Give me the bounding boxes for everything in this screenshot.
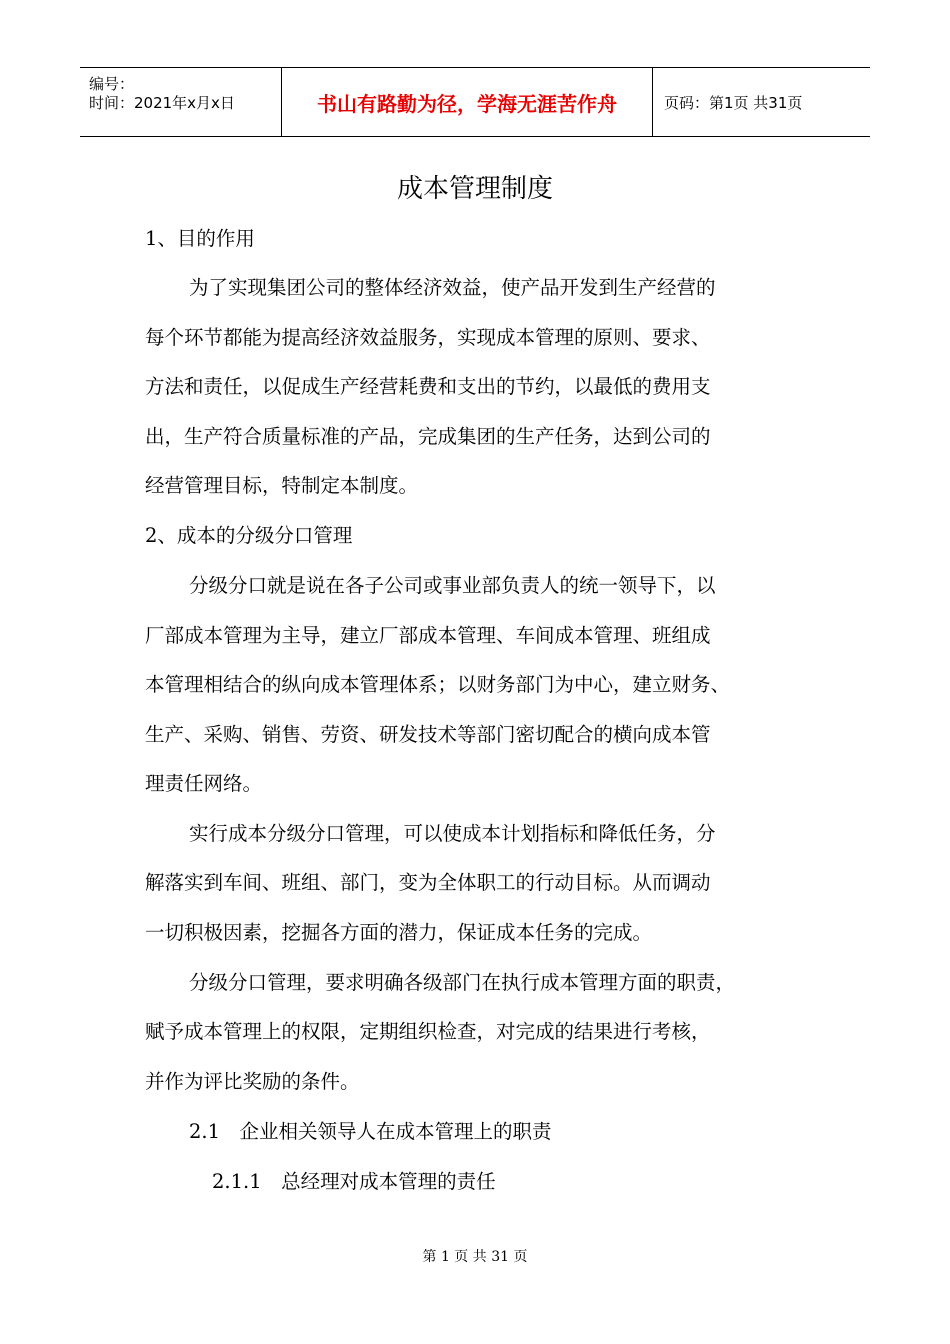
paragraph-line: 本管理相结合的纵向成本管理体系；以财务部门为中心，建立财务、	[145, 673, 731, 696]
paragraph-line: 赋予成本管理上的权限，定期组织检查，对完成的结果进行考核，	[145, 1020, 711, 1043]
paragraph-line: 方法和责任，以促成生产经营耗费和支出的节约，以最低的费用支	[145, 375, 711, 398]
section-heading-2: 2、成本的分级分口管理	[145, 524, 353, 547]
subsection-heading-2-1-1: 2.1.1 总经理对成本管理的责任	[212, 1170, 496, 1193]
header-meta	[80, 68, 281, 136]
paragraph-line: 生产、采购、销售、劳资、研发技术等部门密切配合的横向成本管	[145, 723, 711, 746]
paragraph-line: 一切积极因素，挖掘各方面的潜力，保证成本任务的完成。	[145, 921, 653, 944]
paragraph-line: 分级分口就是说在各子公司或事业部负责人的统一领导下，以	[189, 574, 716, 597]
header-page-info: 页码：第1页 共31页	[664, 93, 803, 112]
paragraph-line: 理责任网络。	[145, 772, 263, 795]
document-header	[80, 67, 870, 137]
paragraph-line: 经营管理目标，特制定本制度。	[145, 474, 419, 497]
header-motto: 书山有路勤为径，学海无涯苦作舟	[281, 68, 653, 136]
paragraph-line: 厂部成本管理为主导，建立厂部成本管理、车间成本管理、班组成	[145, 624, 711, 647]
paragraph-line: 并作为评比奖励的条件。	[145, 1070, 360, 1093]
document-title: 成本管理制度	[396, 174, 553, 204]
paragraph-line: 为了实现集团公司的整体经济效益，使产品开发到生产经营的	[189, 276, 716, 299]
paragraph-line: 实行成本分级分口管理，可以使成本计划指标和降低任务，分	[189, 822, 716, 845]
page-footer: 第 1 页 共 31 页	[422, 1249, 528, 1265]
paragraph-line: 每个环节都能为提高经济效益服务，实现成本管理的原则、要求、	[145, 326, 711, 349]
paragraph-line: 出，生产符合质量标准的产品，完成集团的生产任务，达到公司的	[145, 425, 711, 448]
document-number-label: 编号：	[89, 75, 135, 93]
paragraph-line: 解落实到车间、班组、部门，变为全体职工的行动目标。从而调动	[145, 871, 711, 894]
section-heading-1: 1、目的作用	[145, 227, 255, 250]
document-time-label: 时间：2021年x月x日	[89, 94, 235, 112]
subsection-heading-2-1: 2.1 企业相关领导人在成本管理上的职责	[189, 1120, 552, 1143]
paragraph-line: 分级分口管理，要求明确各级部门在执行成本管理方面的职责，	[189, 971, 736, 994]
